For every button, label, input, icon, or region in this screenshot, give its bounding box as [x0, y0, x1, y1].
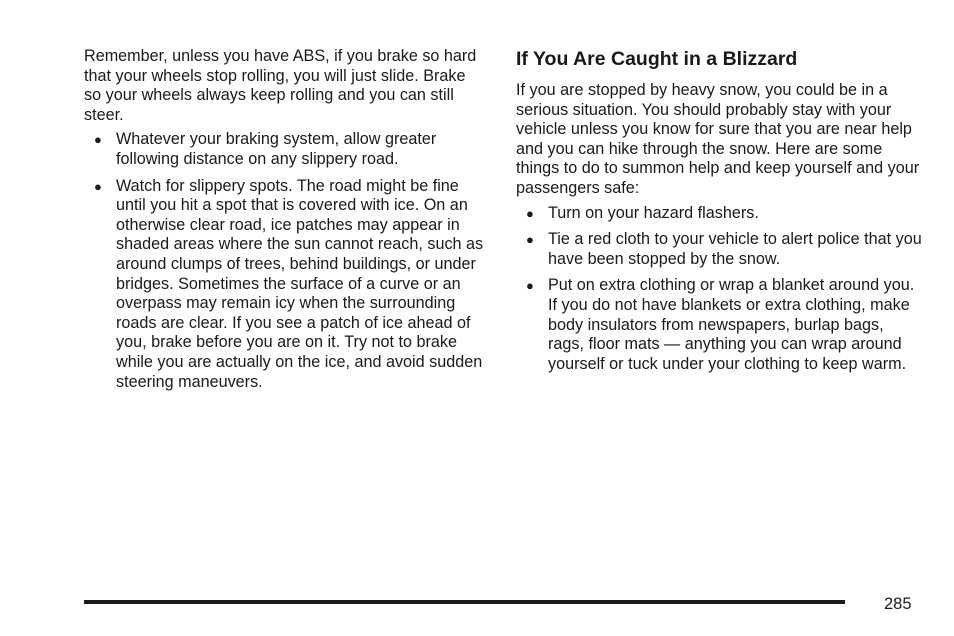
left-column — [84, 47, 486, 399]
bullet-icon: ● — [526, 205, 534, 221]
list-item-text: Turn on your hazard flashers. — [548, 203, 759, 222]
blizzard-intro-paragraph: If you are stopped by heavy snow, you could be in a serious situation. You should probably stay with your vehicle unless you know for sure that you are near help and you can hike through the snow. Here are some things to do to summon help and keep yourself and your passengers safe: — [516, 81, 920, 197]
list-item-text: Tie a red cloth to your vehicle to alert police that you have been stopped by the snow. — [548, 230, 922, 268]
list-item-text: Whatever your braking system, allow greater following distance on any slippery road. — [116, 130, 437, 168]
section-heading: If You Are Caught in a Blizzard — [516, 48, 798, 70]
list-item — [516, 230, 922, 269]
slippery-road-bullet-list — [84, 130, 486, 392]
bullet-icon: ● — [94, 132, 102, 148]
list-item-text: Put on extra clothing or wrap a blanket around you. If you do not have blankets or extra clothing, make body insulators from newspapers, burlap bags, rags, floor mats — anything you can wrap around yourself or tuck under your clothing to keep warm. — [548, 276, 915, 373]
bullet-icon: ● — [94, 178, 102, 194]
list-item — [84, 177, 486, 393]
right-column — [516, 44, 922, 381]
bullet-icon: ● — [526, 278, 534, 294]
abs-intro-paragraph: Remember, unless you have ABS, if you brake so hard that your wheels stop rolling, you will just slide. Brake so your wheels always keep rolling and you can still steer. — [84, 47, 477, 124]
list-item — [84, 130, 486, 169]
footer-rule — [84, 600, 845, 604]
list-item — [516, 204, 922, 224]
blizzard-bullet-list — [516, 204, 922, 375]
list-item-text: Watch for slippery spots. The road might be fine until you hit a spot that is covered with ice. On an otherwise clear road, ice patches may appear in shaded areas where the sun cannot reach, such as around clumps of trees, behind buildings, or under bridges. Sometimes the surface of a curve or an overpass may remain icy when the surrounding roads are clear. If you see a patch of ice ahead of you, brake before you are on it. Try not to brake while you are actually on the ice, and avoid sudden steering maneuvers. — [116, 176, 484, 391]
bullet-icon: ● — [526, 232, 534, 248]
page-number: 285 — [884, 595, 912, 613]
list-item — [516, 276, 922, 374]
